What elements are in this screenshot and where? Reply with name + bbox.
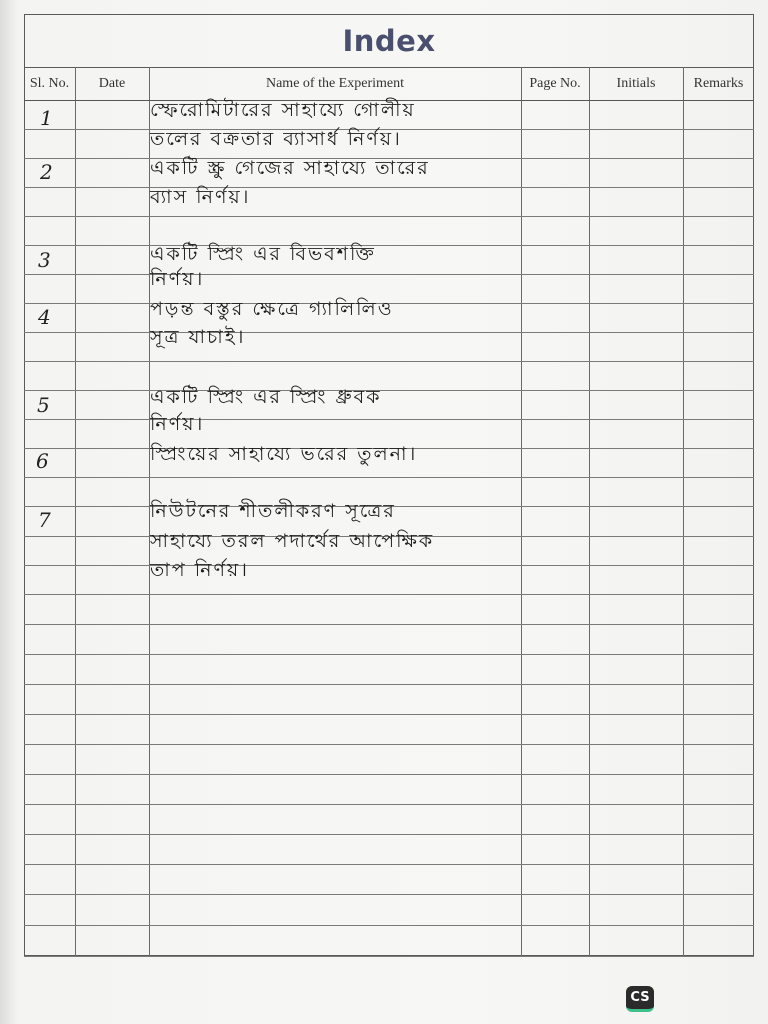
experiment-line: নির্ণয়। xyxy=(150,413,205,435)
sl-number: 3 xyxy=(38,248,51,272)
experiment-line: সাহায্যে তরল পদার্থের আপেক্ষিক xyxy=(150,530,435,552)
ruled-line xyxy=(24,245,754,246)
ruled-line xyxy=(24,654,754,655)
header-remarks: Remarks xyxy=(693,76,744,91)
column-divider-initials xyxy=(683,67,684,956)
ruled-line xyxy=(24,744,754,745)
ruled-line xyxy=(24,956,754,957)
column-divider-name xyxy=(521,67,522,956)
experiment-line: নিউটনের শীতলীকরণ সূত্রের xyxy=(150,500,396,522)
header-date: Date xyxy=(98,76,126,91)
page-title: Index xyxy=(342,24,436,58)
experiment-line: পড়ন্ত বস্তুর ক্ষেত্রে গ্যালিলিও xyxy=(150,298,394,320)
ruled-line xyxy=(24,864,754,865)
ruled-line xyxy=(24,274,754,275)
sl-number: 2 xyxy=(40,160,53,184)
experiment-line: নির্ণয়। xyxy=(150,268,205,290)
experiment-line: তলের বক্রতার ব্যাসার্ধ নির্ণয়। xyxy=(150,128,402,150)
ruled-line xyxy=(24,565,754,566)
ruled-line xyxy=(24,361,754,362)
header-experiment-name: Name of the Experiment xyxy=(265,76,404,91)
ruled-line xyxy=(24,624,754,625)
header-page-no: Page No. xyxy=(529,76,581,91)
ruled-line xyxy=(24,419,754,420)
experiment-line: স্ফেরোমিটারের সাহায্যে গোলীয় xyxy=(150,99,416,121)
experiment-line: তাপ নির্ণয়। xyxy=(150,559,249,581)
experiment-line: একটি স্ক্রু গেজের সাহায্যে তারের xyxy=(150,157,430,179)
ruled-line xyxy=(24,594,754,595)
ruled-line xyxy=(24,684,754,685)
experiment-line: সূত্র যাচাই। xyxy=(150,326,246,348)
sl-number: 5 xyxy=(37,393,50,417)
column-divider-sl xyxy=(75,67,76,956)
experiment-line: ব্যাস নির্ণয়। xyxy=(150,186,251,208)
experiment-line: স্প্রিংয়ের সাহায্যে ভরের তুলনা। xyxy=(150,443,418,465)
camscanner-logo: CS xyxy=(626,986,654,1012)
ruled-line xyxy=(24,774,754,775)
ruled-line xyxy=(24,834,754,835)
ruled-line xyxy=(24,332,754,333)
ruled-line xyxy=(24,187,754,188)
ruled-line xyxy=(24,714,754,715)
ruled-line xyxy=(24,216,754,217)
sl-number: 7 xyxy=(38,508,51,532)
column-divider-page xyxy=(589,67,590,956)
header-sl-no: Sl. No. xyxy=(29,76,70,91)
experiment-line: একটি স্প্রিং এর স্প্রিং ধ্রুবক xyxy=(150,386,382,408)
ruled-line xyxy=(24,390,754,391)
sl-number: 6 xyxy=(36,449,49,473)
ruled-line xyxy=(24,894,754,895)
ruled-line xyxy=(24,804,754,805)
header-initials: Initials xyxy=(616,76,656,91)
experiment-line: একটি স্প্রিং এর বিভবশক্তি xyxy=(150,243,376,265)
ruled-line xyxy=(24,925,754,926)
sl-number: 1 xyxy=(40,106,53,130)
sl-number: 4 xyxy=(38,305,51,329)
ruled-line xyxy=(24,477,754,478)
